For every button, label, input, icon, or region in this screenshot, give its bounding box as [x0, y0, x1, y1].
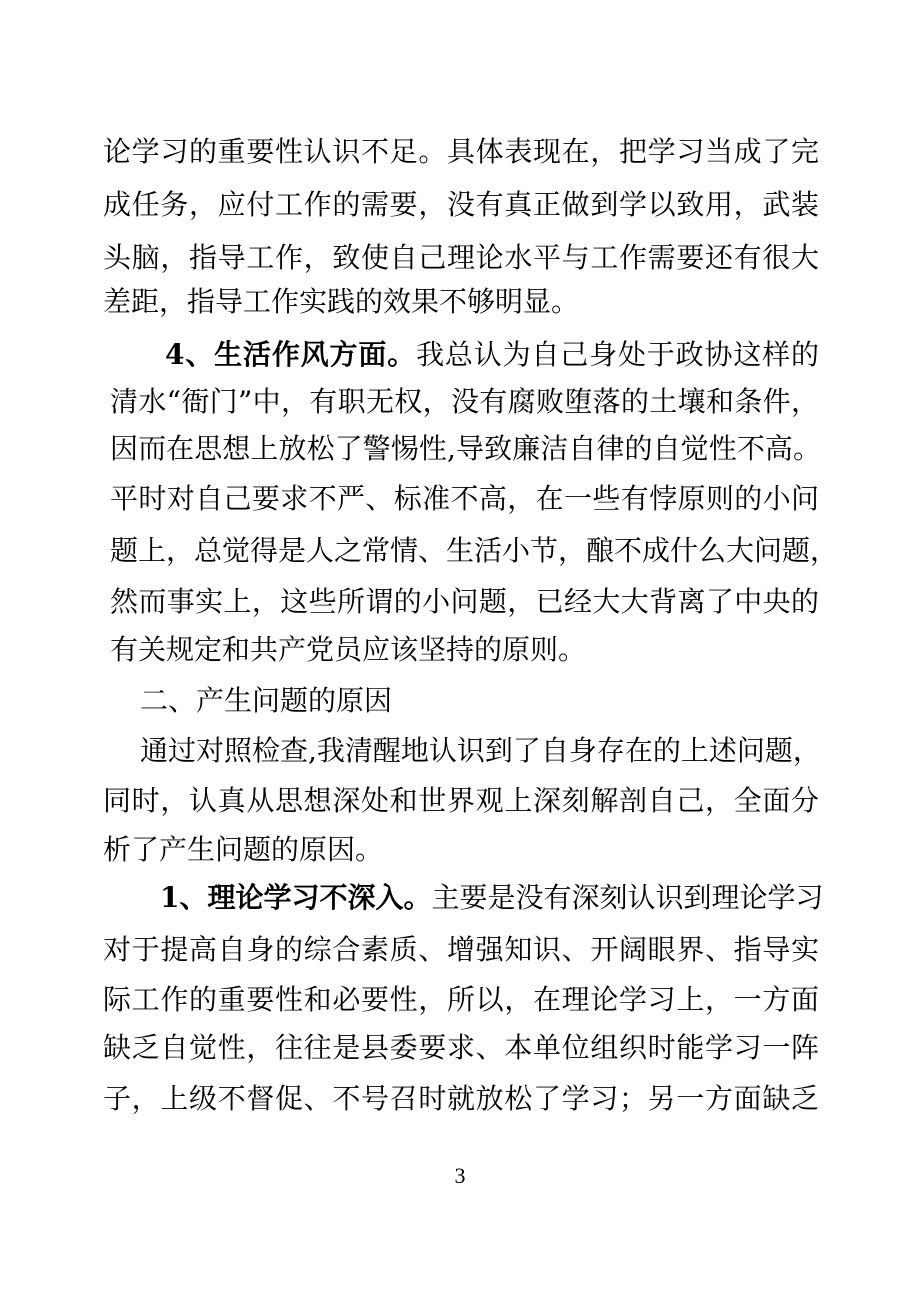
- body-text-line: [110, 421, 821, 477]
- text: 我总认为自己身处于政协这样的: [416, 338, 819, 371]
- text: 子，上级不督促、不号召时就放松了学习；另一方面缺乏: [103, 1082, 819, 1115]
- section-heading-lifestyle: 4、生活作风方面。: [165, 338, 417, 371]
- paragraph-start: [140, 723, 819, 779]
- text: 主要是没有深刻认识到理论学习: [431, 881, 824, 914]
- text: 成任务，应付工作的需要，没有真正做到学以致用，武装: [103, 188, 819, 221]
- text: 缺乏自觉性，往往是县委要求、本单位组织时能学习一阵: [103, 1031, 819, 1064]
- text: 通过对照检查,我清醒地认识到了自身存在的上述问题，: [140, 734, 821, 767]
- text: 然而事实上，这些所谓的小问题，已经大大背离了中央的: [110, 585, 819, 618]
- text: 平时对自己要求不严、标准不高，在一些有悖原则的小问: [110, 482, 819, 515]
- body-text-line: [103, 1071, 819, 1127]
- text: 际工作的重要性和必要性，所以，在理论学习上，一方面: [103, 983, 819, 1016]
- text: 二、产生问题的原因: [140, 684, 393, 717]
- text: 论学习的重要性认识不足。具体表现在，把学习当成了完: [103, 135, 819, 168]
- section-paragraph-start: [160, 870, 824, 926]
- body-text-line: [110, 471, 819, 527]
- text: 因而在思想上放松了警惕性,导致廉洁自律的自觉性不高。: [110, 432, 821, 465]
- body-text-line: [110, 523, 839, 579]
- section-heading-theory: 1、理论学习不深入。: [160, 881, 432, 914]
- text: 对于提高自身的综合素质、增强知识、开阔眼界、指导实: [103, 933, 819, 966]
- text: 有关规定和共产党员应该坚持的原则。: [110, 633, 587, 666]
- page-number: 3: [454, 1163, 466, 1188]
- text: 同时，认真从思想深处和世界观上深刻解剖自己，全面分: [103, 784, 819, 817]
- body-text-line: [103, 922, 819, 978]
- body-text-line: [103, 124, 819, 180]
- section-title-causes: [140, 673, 819, 729]
- body-text-line: [103, 177, 819, 233]
- text: 析了产生问题的原因。: [103, 833, 384, 866]
- body-text-line: [110, 622, 819, 678]
- body-text-line: [103, 773, 819, 829]
- body-text-line: [103, 1020, 819, 1076]
- text: 头脑，指导工作，致使自己理论水平与工作需要还有很大: [103, 241, 819, 274]
- text: 差距，指导工作实践的效果不够明显。: [103, 285, 580, 318]
- text: 题上，总觉得是人之常情、生活小节，酿不成什么大问题，: [110, 534, 839, 567]
- body-text-line: [103, 274, 819, 330]
- text: 清水“衙门”中，有职无权，没有腐败堕落的土壤和条件，: [110, 385, 819, 418]
